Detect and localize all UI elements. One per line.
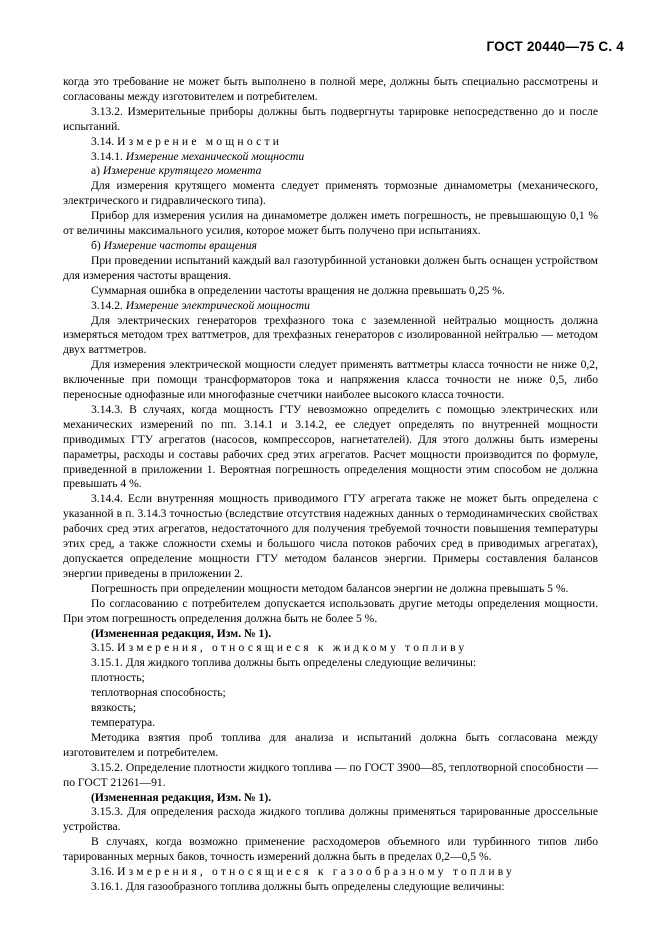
section-number: 3.14.: [91, 134, 118, 148]
paragraph: 3.14.3. В случаях, когда мощность ГТУ невозможно определить с помощью электрических или механических измерений по пп. 3.14.1 и 3.14.2, ее следует определять по внутренней мощности приводимых ГТУ агрегатов (насосов, компрессоров, нагнетателей). Для этого должны быть измерены параметры, расходы и составы рабочих сред этих агрегатов. Расчет мощности производится по формуле, приведенной в приложении 1. Вероятная погрешность определения мощности этим способом не должна превышать 4 %.: [63, 402, 598, 491]
paragraph: Для измерения электрической мощности следует применять ваттметры класса точности не ниже 0,2, включенные при помощи трансформаторов тока и напряжения класса точности не ниже 0,5, либо переносные однофазные или многофазные счетчики наиболее высокого класса точности.: [63, 358, 598, 402]
section-title: Измерение крутящего момента: [102, 164, 262, 178]
section-heading: [63, 299, 598, 314]
amendment-note: [63, 627, 598, 642]
section-title: Измерение электрической мощности: [125, 298, 310, 312]
section-number: 3.14.1.: [91, 149, 126, 163]
paragraph: Для измерения крутящего момента следует применять тормозные динамометры (механического, электрического и гидравлического типа).: [63, 179, 598, 208]
section-title: Измерения, относящиеся к газообразному топливу: [117, 865, 516, 879]
paragraph: 3.16.1. Для газообразного топлива должны быть определены следующие величины:: [91, 879, 505, 893]
list-item: теплотворная способность;: [91, 686, 226, 700]
paragraph: По согласованию с потребителем допускается использовать другие методы определения мощности. При этом погрешность определения должна быть не более 5 %.: [63, 596, 598, 625]
section-heading: [63, 150, 598, 165]
paragraph: Прибор для измерения усилия на динамометре должен иметь погрешность, не превышающую 0,1 % от величины максимального усилия, которое может быть получено при испытаниях.: [63, 209, 598, 238]
section-title: Измерения, относящиеся к жидкому топливу: [117, 641, 468, 655]
section-number: 3.14.2.: [91, 298, 126, 312]
paragraph: 3.15.3. Для определения расхода жидкого топлива должны применяться тарированные дроссельные устройства.: [63, 805, 598, 834]
paragraph: Для электрических генераторов трехфазного тока с заземленной нейтралью мощность должна измеряться методом трех ваттметров, для трехфазных генераторов с изолированной нейтралью — методом двух ваттметров.: [63, 313, 598, 357]
section-heading: [63, 135, 598, 150]
paragraph: 3.15.2. Определение плотности жидкого топлива — по ГОСТ 3900—85, теплотворной способности — по ГОСТ 21261—91.: [63, 760, 598, 789]
section-heading: [63, 865, 598, 880]
section-number: 3.15.: [91, 641, 118, 655]
section-heading: [63, 641, 598, 656]
list-item: плотность;: [91, 671, 145, 685]
paragraph: 3.13.2. Измерительные приборы должны быть подвергнуты тарировке непосредственно до и после испытаний.: [63, 104, 598, 133]
section-number: б): [91, 238, 104, 252]
paragraph: 3.15.1. Для жидкого топлива должны быть определены следующие величины:: [91, 656, 477, 670]
amendment-note: [63, 791, 598, 806]
paragraph: Суммарная ошибка в определении частоты вращения не должна превышать 0,25 %.: [91, 283, 505, 297]
document-body: [63, 75, 598, 895]
paragraph: 3.14.4. Если внутренняя мощность приводимого ГТУ агрегата также не может быть определена с указанной в п. 3.14.3 точностью (вследствие отсутствия надежных данных о термодинамических свойствах рабочих сред этих агрегатов, недостаточного для получения требуемой точности повышения температуры этих сред, а также сложности схемы и большого числа потоков рабочих сред в приводимых агрегатах), допускается определение мощности ГТУ методом балансов энергии. Примеры составления балансов энергии приведены в приложении 2.: [63, 492, 598, 580]
section-number: 3.16.: [91, 865, 118, 879]
paragraph: При проведении испытаний каждый вал газотурбинной установки должен быть оснащен устройством для измерения частоты вращения.: [63, 253, 598, 282]
page-header: ГОСТ 20440—75 С. 4: [486, 39, 624, 54]
paragraph: когда это требование не может быть выполнено в полной мере, должны быть специально рассмотрены и согласованы между изготовителем и потребителем.: [63, 75, 598, 103]
list-item: температура.: [91, 715, 156, 729]
amendment-text: (Измененная редакция, Изм. № 1).: [91, 790, 272, 804]
section-title: Измерение механической мощности: [125, 149, 305, 163]
section-title: Измерение частоты вращения: [103, 238, 257, 252]
paragraph: Погрешность при определении мощности методом балансов энергии не должна превышать 5 %.: [91, 581, 569, 595]
section-heading: [63, 239, 598, 254]
section-heading: [63, 164, 598, 179]
list-item: вязкость;: [91, 701, 137, 715]
paragraph: В случаях, когда возможно применение расходомеров объемного или турбинного типов либо тарированных мерных баков, точность измерений должна быть в пределах 0,2—0,5 %.: [63, 835, 598, 864]
amendment-text: (Измененная редакция, Изм. № 1).: [91, 626, 272, 640]
paragraph: Методика взятия проб топлива для анализа и испытаний должна быть согласована между изготовителем и потребителем.: [63, 730, 598, 759]
section-title: Измерение мощности: [117, 134, 283, 148]
section-number: а): [91, 164, 103, 178]
